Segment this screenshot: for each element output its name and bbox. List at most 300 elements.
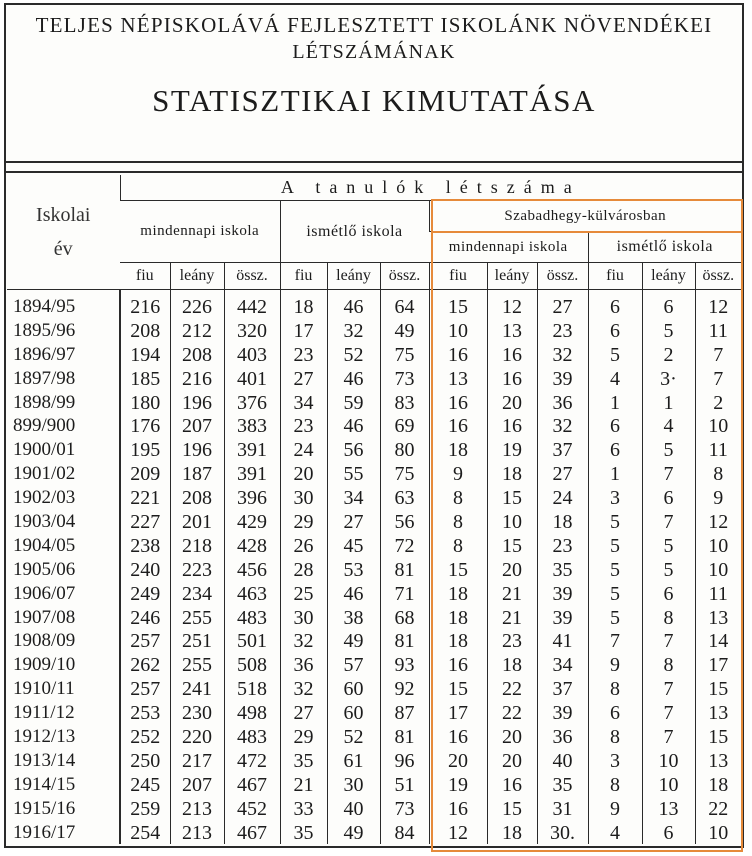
table-row — [7, 438, 741, 462]
value-cell: 207 — [170, 414, 224, 438]
value-cell: 240 — [120, 558, 170, 582]
year-cell: 1916/17 — [13, 821, 76, 843]
value-cell: 218 — [170, 534, 224, 558]
value-cell: 16 — [487, 773, 537, 797]
value-cell: 5 — [642, 558, 695, 582]
value-cell: 3 — [588, 486, 642, 510]
col-label: leány — [170, 263, 224, 290]
value-cell: 32 — [537, 343, 588, 367]
value-cell: 6 — [642, 821, 695, 845]
value-cell: 81 — [380, 558, 429, 582]
value-cell: 452 — [224, 797, 280, 821]
value-cell: 9 — [588, 653, 642, 677]
value-cell: 34 — [327, 486, 380, 510]
value-cell: 12 — [695, 510, 741, 534]
value-cell: 29 — [280, 510, 327, 534]
value-cell: 195 — [120, 438, 170, 462]
value-cell: 13 — [429, 367, 487, 391]
value-cell: 45 — [327, 534, 380, 558]
year-cell: 899/900 — [13, 415, 76, 437]
value-cell: 16 — [487, 367, 537, 391]
year-cell: 1896/97 — [13, 343, 76, 365]
value-cell: 61 — [327, 749, 380, 773]
value-cell: 18 — [429, 629, 487, 653]
value-cell: 483 — [224, 725, 280, 749]
value-cell: 10 — [695, 558, 741, 582]
statistics-table — [7, 175, 741, 844]
value-cell: 208 — [120, 319, 170, 343]
value-cell: 24 — [537, 486, 588, 510]
value-cell: 18 — [487, 821, 537, 845]
value-cell: 7 — [642, 629, 695, 653]
value-cell: 196 — [170, 391, 224, 415]
value-cell: 36 — [280, 653, 327, 677]
value-cell: 11 — [695, 319, 741, 343]
value-cell: 8 — [642, 653, 695, 677]
value-cell: 251 — [170, 629, 224, 653]
value-cell: 73 — [380, 367, 429, 391]
value-cell: 13 — [642, 797, 695, 821]
value-cell: 26 — [280, 534, 327, 558]
col-label: össz. — [537, 263, 588, 290]
year-cell: 1903/04 — [13, 510, 76, 532]
value-cell: 12 — [695, 290, 741, 319]
value-cell: 207 — [170, 773, 224, 797]
year-cell: 1911/12 — [13, 702, 75, 724]
value-cell: 463 — [224, 582, 280, 606]
value-cell: 27 — [537, 462, 588, 486]
value-cell: 30. — [537, 821, 588, 845]
value-cell: 376 — [224, 391, 280, 415]
value-cell: 213 — [170, 821, 224, 845]
value-cell: 6 — [588, 701, 642, 725]
value-cell: 23 — [280, 414, 327, 438]
value-cell: 96 — [380, 749, 429, 773]
value-cell: 7 — [642, 510, 695, 534]
value-cell: 15 — [695, 725, 741, 749]
value-cell: 212 — [170, 319, 224, 343]
value-cell: 208 — [170, 486, 224, 510]
value-cell: 223 — [170, 558, 224, 582]
table-row — [7, 725, 741, 749]
value-cell: 8 — [429, 510, 487, 534]
value-cell: 11 — [695, 438, 741, 462]
value-cell: 217 — [170, 749, 224, 773]
value-cell: 13 — [695, 701, 741, 725]
value-cell: 226 — [170, 290, 224, 319]
value-cell: 320 — [224, 319, 280, 343]
value-cell: 27 — [280, 701, 327, 725]
value-cell: 6 — [588, 438, 642, 462]
value-cell: 39 — [537, 367, 588, 391]
col-label: fiu — [280, 263, 327, 290]
table-row — [7, 367, 741, 391]
value-cell: 10 — [429, 319, 487, 343]
value-cell: 8 — [695, 462, 741, 486]
value-cell: 16 — [429, 653, 487, 677]
value-cell: 10 — [487, 510, 537, 534]
value-cell: 37 — [537, 438, 588, 462]
table-row — [7, 582, 741, 606]
value-cell: 467 — [224, 821, 280, 845]
value-cell: 10 — [642, 749, 695, 773]
value-cell: 64 — [380, 290, 429, 319]
value-cell: 6 — [588, 319, 642, 343]
value-cell: 5 — [588, 558, 642, 582]
table-row — [7, 534, 741, 558]
value-cell: 27 — [327, 510, 380, 534]
group-ismetlo-header: ismétlő iskola — [280, 201, 429, 263]
value-cell: 21 — [487, 582, 537, 606]
value-cell: 84 — [380, 821, 429, 845]
value-cell: 46 — [327, 290, 380, 319]
value-cell: 391 — [224, 438, 280, 462]
value-cell: 4 — [588, 821, 642, 845]
value-cell: 6 — [642, 582, 695, 606]
value-cell: 20 — [429, 749, 487, 773]
value-cell: 15 — [429, 558, 487, 582]
value-cell: 13 — [695, 606, 741, 630]
value-cell: 15 — [487, 486, 537, 510]
value-cell: 1 — [642, 391, 695, 415]
value-cell: 46 — [327, 367, 380, 391]
group-szabadhegy-header: Szabadhegy-külvárosban — [429, 201, 741, 232]
value-cell: 255 — [170, 653, 224, 677]
value-cell: 18 — [429, 582, 487, 606]
value-cell: 3 — [588, 749, 642, 773]
value-cell: 35 — [537, 773, 588, 797]
value-cell: 428 — [224, 534, 280, 558]
value-cell: 39 — [537, 606, 588, 630]
value-cell: 442 — [224, 290, 280, 319]
table-body — [7, 290, 741, 845]
table-row — [7, 797, 741, 821]
year-cell: 1900/01 — [13, 439, 76, 461]
value-cell: 75 — [380, 462, 429, 486]
value-cell: 6 — [642, 486, 695, 510]
year-cell: 1902/03 — [13, 487, 76, 509]
value-cell: 234 — [170, 582, 224, 606]
value-cell: 7 — [695, 367, 741, 391]
value-cell: 9 — [588, 797, 642, 821]
value-cell: 30 — [280, 486, 327, 510]
value-cell: 23 — [280, 343, 327, 367]
value-cell: 249 — [120, 582, 170, 606]
value-cell: 16 — [429, 391, 487, 415]
value-cell: 18 — [280, 290, 327, 319]
value-cell: 92 — [380, 677, 429, 701]
value-cell: 35 — [280, 749, 327, 773]
value-cell: 241 — [170, 677, 224, 701]
value-cell: 35 — [537, 558, 588, 582]
col-label: össz. — [224, 263, 280, 290]
value-cell: 7 — [695, 343, 741, 367]
col-label: fiu — [120, 263, 170, 290]
value-cell: 15 — [487, 797, 537, 821]
value-cell: 257 — [120, 677, 170, 701]
col-label: leány — [327, 263, 380, 290]
value-cell: 2 — [642, 343, 695, 367]
value-cell: 73 — [380, 797, 429, 821]
value-cell: 246 — [120, 606, 170, 630]
value-cell: 13 — [487, 319, 537, 343]
value-cell: 429 — [224, 510, 280, 534]
col-label: leány — [487, 263, 537, 290]
table-row — [7, 486, 741, 510]
value-cell: 59 — [327, 391, 380, 415]
value-cell: 403 — [224, 343, 280, 367]
value-cell: 18 — [487, 653, 537, 677]
value-cell: 33 — [280, 797, 327, 821]
value-cell: 7 — [642, 701, 695, 725]
value-cell: 501 — [224, 629, 280, 653]
value-cell: 5 — [642, 438, 695, 462]
value-cell: 4 — [588, 367, 642, 391]
value-cell: 15 — [487, 534, 537, 558]
year-cell: 1904/05 — [13, 534, 76, 556]
value-cell: 10 — [695, 534, 741, 558]
value-cell: 255 — [170, 606, 224, 630]
value-cell: 40 — [537, 749, 588, 773]
document-page — [4, 3, 744, 848]
value-cell: 18 — [695, 773, 741, 797]
value-cell: 8 — [588, 725, 642, 749]
value-cell: 18 — [487, 462, 537, 486]
value-cell: 180 — [120, 391, 170, 415]
value-cell: 18 — [429, 438, 487, 462]
divider-bottom — [6, 171, 742, 173]
value-cell: 24 — [280, 438, 327, 462]
col-label: össz. — [695, 263, 741, 290]
value-cell: 55 — [327, 462, 380, 486]
title-line-1: TELJES NÉPISKOLÁVÁ FEJLESZTETT ISKOLÁNK NÖVENDÉKEI — [35, 13, 713, 37]
value-cell: 401 — [224, 367, 280, 391]
value-cell: 28 — [280, 558, 327, 582]
value-cell: 31 — [537, 797, 588, 821]
value-cell: 23 — [537, 534, 588, 558]
year-cell: 1909/10 — [13, 654, 76, 676]
value-cell: 17 — [695, 653, 741, 677]
value-cell: 23 — [487, 629, 537, 653]
group-mindennapi-header: mindennapi iskola — [120, 201, 280, 263]
value-cell: 250 — [120, 749, 170, 773]
value-cell: 472 — [224, 749, 280, 773]
value-cell: 16 — [429, 343, 487, 367]
table-row — [7, 558, 741, 582]
value-cell: 27 — [537, 290, 588, 319]
value-cell: 216 — [170, 367, 224, 391]
value-cell: 20 — [487, 749, 537, 773]
year-cell: 1897/98 — [13, 367, 76, 389]
value-cell: 383 — [224, 414, 280, 438]
year-cell: 1915/16 — [13, 797, 76, 819]
value-cell: 187 — [170, 462, 224, 486]
value-cell: 10 — [642, 773, 695, 797]
value-cell: 20 — [280, 462, 327, 486]
value-cell: 208 — [170, 343, 224, 367]
value-cell: 498 — [224, 701, 280, 725]
value-cell: 23 — [537, 319, 588, 343]
value-cell: 51 — [380, 773, 429, 797]
value-cell: 483 — [224, 606, 280, 630]
value-cell: 16 — [487, 343, 537, 367]
table-row — [7, 343, 741, 367]
value-cell: 53 — [327, 558, 380, 582]
value-cell: 39 — [537, 582, 588, 606]
value-cell: 21 — [487, 606, 537, 630]
value-cell: 19 — [429, 773, 487, 797]
value-cell: 176 — [120, 414, 170, 438]
value-cell: 11 — [695, 582, 741, 606]
year-cell: 1907/08 — [13, 606, 76, 628]
table-row — [7, 629, 741, 653]
value-cell: 49 — [327, 821, 380, 845]
value-cell: 7 — [642, 725, 695, 749]
value-cell: 22 — [487, 677, 537, 701]
value-cell: 80 — [380, 438, 429, 462]
value-cell: 9 — [695, 486, 741, 510]
col-label: leány — [642, 263, 695, 290]
value-cell: 10 — [695, 821, 741, 845]
table-row — [7, 677, 741, 701]
table-row — [7, 773, 741, 797]
value-cell: 22 — [695, 797, 741, 821]
year-cell: 1894/95 — [13, 295, 76, 317]
value-cell: 52 — [327, 725, 380, 749]
value-cell: 5 — [642, 319, 695, 343]
value-cell: 46 — [327, 582, 380, 606]
value-cell: 12 — [487, 290, 537, 319]
value-cell: 38 — [327, 606, 380, 630]
table-row — [7, 391, 741, 415]
sub-ismetlo-header: ismétlő iskola — [588, 232, 741, 263]
value-cell: 34 — [537, 653, 588, 677]
value-cell: 16 — [429, 797, 487, 821]
value-cell: 87 — [380, 701, 429, 725]
value-cell: 17 — [429, 701, 487, 725]
year-cell: 1906/07 — [13, 582, 76, 604]
value-cell: 185 — [120, 367, 170, 391]
value-cell: 3· — [642, 367, 695, 391]
value-cell: 262 — [120, 653, 170, 677]
value-cell: 72 — [380, 534, 429, 558]
value-cell: 2 — [695, 391, 741, 415]
value-cell: 1 — [588, 462, 642, 486]
value-cell: 253 — [120, 701, 170, 725]
value-cell: 257 — [120, 629, 170, 653]
value-cell: 32 — [537, 414, 588, 438]
value-cell: 93 — [380, 653, 429, 677]
value-cell: 456 — [224, 558, 280, 582]
value-cell: 56 — [380, 510, 429, 534]
value-cell: 16 — [429, 725, 487, 749]
year-cell: 1913/14 — [13, 749, 76, 771]
value-cell: 5 — [642, 534, 695, 558]
value-cell: 57 — [327, 653, 380, 677]
table-row — [7, 701, 741, 725]
value-cell: 15 — [429, 290, 487, 319]
value-cell: 25 — [280, 582, 327, 606]
value-cell: 18 — [429, 606, 487, 630]
table-row — [7, 414, 741, 438]
value-cell: 10 — [695, 414, 741, 438]
title-block — [6, 5, 742, 163]
value-cell: 5 — [588, 582, 642, 606]
value-cell: 69 — [380, 414, 429, 438]
value-cell: 60 — [327, 701, 380, 725]
value-cell: 254 — [120, 821, 170, 845]
value-cell: 508 — [224, 653, 280, 677]
table-row — [7, 510, 741, 534]
value-cell: 37 — [537, 677, 588, 701]
value-cell: 32 — [327, 319, 380, 343]
value-cell: 396 — [224, 486, 280, 510]
table-row — [7, 821, 741, 845]
divider-top — [6, 161, 742, 163]
main-header: A tanulók létszáma — [120, 175, 741, 201]
value-cell: 63 — [380, 486, 429, 510]
value-cell: 60 — [327, 677, 380, 701]
value-cell: 30 — [327, 773, 380, 797]
table-row — [7, 749, 741, 773]
col-label: fiu — [429, 263, 487, 290]
table-row — [7, 319, 741, 343]
value-cell: 5 — [588, 343, 642, 367]
value-cell: 196 — [170, 438, 224, 462]
col-label: össz. — [380, 263, 429, 290]
year-cell: 1898/99 — [13, 391, 76, 413]
value-cell: 13 — [695, 749, 741, 773]
year-cell: 1901/02 — [13, 463, 76, 485]
value-cell: 19 — [487, 438, 537, 462]
value-cell: 29 — [280, 725, 327, 749]
value-cell: 5 — [588, 510, 642, 534]
value-cell: 227 — [120, 510, 170, 534]
title-line-2: LÉTSZÁMÁNAK — [292, 41, 456, 63]
value-cell: 21 — [280, 773, 327, 797]
value-cell: 1 — [588, 391, 642, 415]
title-main: STATISZTIKAI KIMUTATÁSA — [152, 83, 596, 118]
value-cell: 17 — [280, 319, 327, 343]
value-cell: 71 — [380, 582, 429, 606]
value-cell: 209 — [120, 462, 170, 486]
value-cell: 8 — [429, 486, 487, 510]
value-cell: 39 — [537, 701, 588, 725]
value-cell: 252 — [120, 725, 170, 749]
value-cell: 81 — [380, 629, 429, 653]
value-cell: 8 — [642, 606, 695, 630]
value-cell: 391 — [224, 462, 280, 486]
value-cell: 15 — [429, 677, 487, 701]
value-cell: 52 — [327, 343, 380, 367]
value-cell: 6 — [588, 290, 642, 319]
value-cell: 22 — [487, 701, 537, 725]
sub-mindennapi-header: mindennapi iskola — [429, 232, 588, 263]
year-header — [7, 175, 120, 290]
value-cell: 12 — [429, 821, 487, 845]
value-cell: 49 — [327, 629, 380, 653]
value-cell: 83 — [380, 391, 429, 415]
year-cell: 1895/96 — [13, 319, 76, 341]
value-cell: 20 — [487, 725, 537, 749]
value-cell: 41 — [537, 629, 588, 653]
value-cell: 75 — [380, 343, 429, 367]
year-cell: 1905/06 — [13, 558, 76, 580]
value-cell: 40 — [327, 797, 380, 821]
value-cell: 9 — [429, 462, 487, 486]
value-cell: 7 — [642, 677, 695, 701]
value-cell: 230 — [170, 701, 224, 725]
